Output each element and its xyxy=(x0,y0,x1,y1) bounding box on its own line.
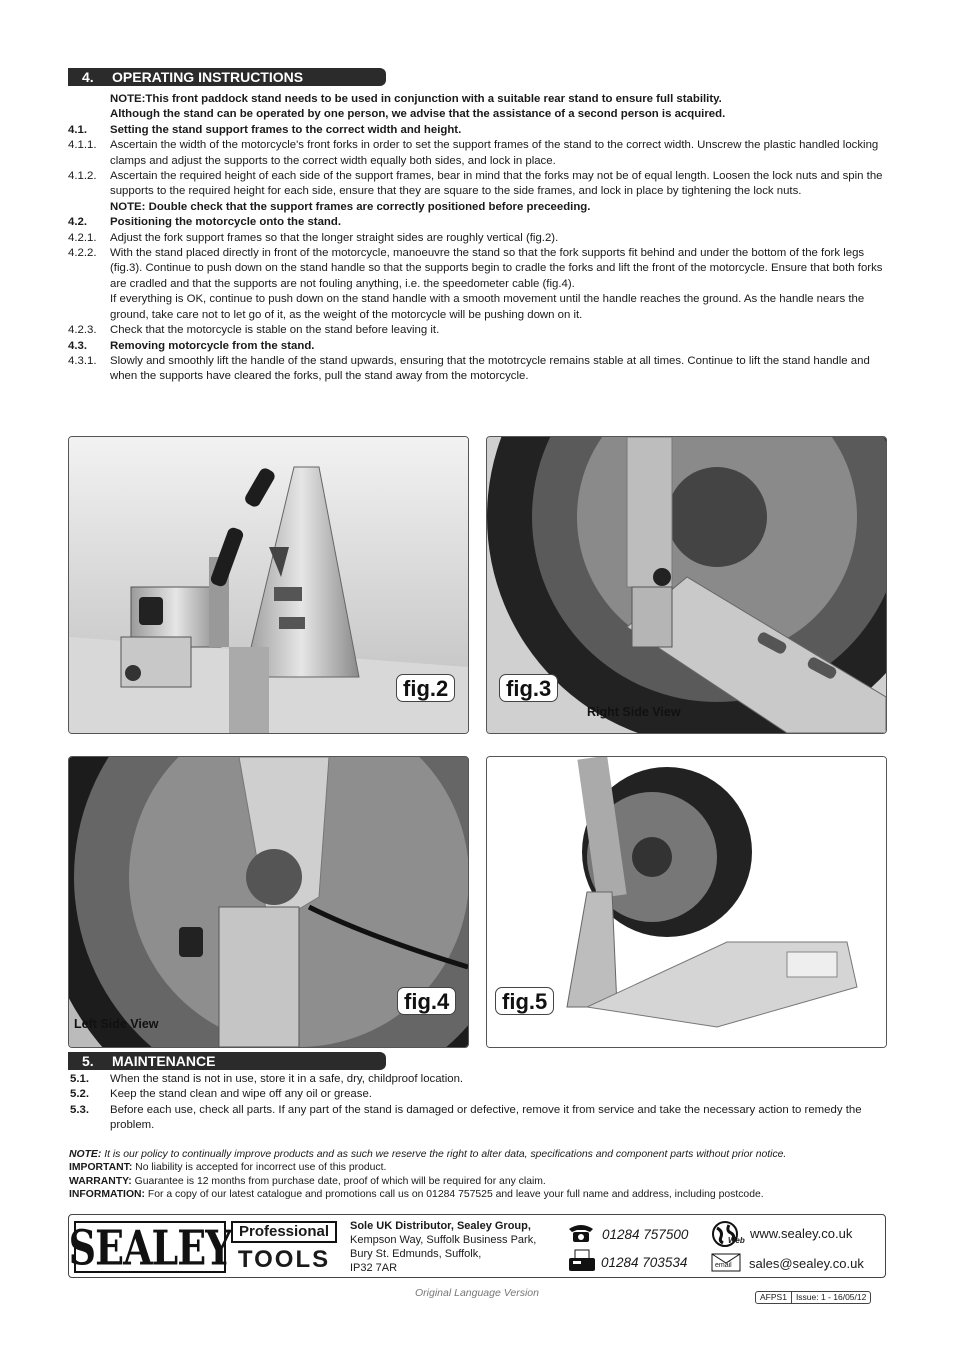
list-item xyxy=(68,169,888,200)
professional-logo xyxy=(231,1221,337,1243)
distributor-name: Sole UK Distributor, Sealey Group, xyxy=(350,1220,531,1232)
information-text: For a copy of our latest catalogue and promotions call us on 01284 757525 and leave your full name and address, including postcode. xyxy=(145,1189,764,1201)
issue-date: Issue: 1 - 16/05/12 xyxy=(791,1292,866,1303)
item-text: When the stand is not in use, store it in a safe, dry, childproof location. xyxy=(110,1073,464,1085)
figure-4 xyxy=(68,756,469,1048)
item-text: Setting the stand support frames to the correct width and height. xyxy=(110,123,462,136)
item-text: Before each use, check all parts. If any part of the stand is damaged or defective, remove it from service and take the necessary action to remedy the problem. xyxy=(110,1103,862,1132)
item-text: Adjust the fork support frames so that the longer straight sides are roughly vertical (fig.2). xyxy=(110,231,559,244)
item-number xyxy=(68,292,110,323)
list-item xyxy=(68,292,888,323)
distributor-address xyxy=(350,1219,536,1275)
fig-5-label: fig.5 xyxy=(495,987,554,1015)
telephone-icon xyxy=(566,1221,596,1243)
issue-badge xyxy=(755,1291,871,1304)
right-side-view-caption: Right Side View xyxy=(587,705,681,719)
note-label: NOTE: xyxy=(69,1149,102,1160)
instruction-list xyxy=(68,123,888,385)
item-number xyxy=(68,200,110,215)
fig-4-label: fig.4 xyxy=(397,987,456,1015)
item-text: Ascertain the width of the motorcycle's front forks in order to set the support frames of the stand to the correct width. Unscrew the plastic handled locking clamps and adjust the supports to the correct width equally both sides, and lock in place. xyxy=(110,139,879,167)
fax-number: 01284 703534 xyxy=(601,1255,688,1270)
warranty-text: Guarantee is 12 months from purchase date, proof of which will be required for any claim. xyxy=(131,1175,546,1187)
item-number: 4.1.2. xyxy=(68,170,97,183)
address-line-3: IP32 7AR xyxy=(350,1262,398,1274)
email-address[interactable]: sales@sealey.co.uk xyxy=(749,1256,864,1271)
item-number: 4.2. xyxy=(68,216,87,229)
item-text: NOTE: Double check that the support frames are correctly positioned before preceeding. xyxy=(110,200,591,213)
list-item xyxy=(70,1072,890,1087)
item-text: Ascertain the required height of each side of the support frames, bear in mind that the forks may not be of equal length. Loosen the lock nuts and spin the supports to the required height for each side, ensure that they are square to the side frames, and lock in place by tightening the lock nuts. xyxy=(110,170,883,198)
fig-2-label: fig.2 xyxy=(396,674,455,702)
item-number: 4.2.2. xyxy=(68,247,97,260)
stability-note: NOTE:This front paddock stand needs to be used in conjunction with a suitable rear stand to ensure full stability. xyxy=(110,93,722,105)
note-text: It is our policy to continually improve products and as such we reserve the right to alter data, specifications and component parts without prior notice. xyxy=(101,1149,787,1160)
list-item xyxy=(68,323,888,338)
logo-professional-text: Professional xyxy=(238,1223,330,1240)
item-text: Keep the stand clean and wipe off any oil or grease. xyxy=(110,1088,372,1101)
sealey-logo xyxy=(68,1218,232,1276)
item-text: Positioning the motorcycle onto the stand. xyxy=(110,216,341,229)
left-side-view-caption: Left Side View xyxy=(74,1017,159,1031)
list-item xyxy=(68,200,888,215)
original-language-note: Original Language Version xyxy=(415,1287,539,1299)
policy-notes xyxy=(69,1148,889,1202)
tools-logo xyxy=(231,1247,337,1273)
fig-3-label: fig.3 xyxy=(499,674,558,702)
list-item xyxy=(68,339,888,354)
assistance-note: Although the stand can be operated by one person, we advise that the assistance of a second person is acquired. xyxy=(110,108,726,121)
address-line-2: Bury St. Edmunds, Suffolk, xyxy=(350,1248,482,1260)
section-5-header xyxy=(68,1052,386,1070)
list-item xyxy=(68,231,888,246)
list-item xyxy=(70,1087,890,1102)
item-text: Slowly and smoothly lift the handle of the stand upwards, ensuring that the mototrcycle remains stable at all times. Continue to lift the stand handle and when the supports have cleared the forks, pull the stand away from the motorcycle. xyxy=(110,354,870,383)
important-label: IMPORTANT: xyxy=(69,1162,133,1174)
item-number: 4.3. xyxy=(68,339,87,352)
list-item xyxy=(68,354,888,385)
list-item xyxy=(68,138,888,169)
item-number: 4.3.1. xyxy=(68,354,97,367)
operating-instructions xyxy=(68,92,888,385)
section-4-header xyxy=(68,68,386,86)
website[interactable]: www.sealey.co.uk xyxy=(750,1226,853,1241)
logo-sealey-text: SEALEY xyxy=(68,1218,232,1276)
important-text: No liability is accepted for incorrect use of this product. xyxy=(132,1162,387,1174)
list-item xyxy=(70,1103,890,1134)
list-item xyxy=(68,246,888,292)
item-number: 5.3. xyxy=(70,1103,89,1116)
section-number: 5. xyxy=(82,1053,94,1069)
logo-tools-text: TOOLS xyxy=(237,1246,331,1273)
item-text: Removing motorcycle from the stand. xyxy=(110,339,315,352)
item-number: 4.1. xyxy=(68,123,87,136)
item-number: 5.2. xyxy=(70,1088,89,1101)
section-title: MAINTENANCE xyxy=(112,1053,216,1069)
item-number: 5.1. xyxy=(70,1073,89,1085)
fax-icon xyxy=(567,1249,597,1273)
item-number: 4.2.1. xyxy=(68,231,97,244)
email-icon-label: email xyxy=(715,1262,732,1269)
item-text: If everything is OK, continue to push down on the stand handle with a smooth movement until the handle reaches the ground. As the handle nears the ground, take care not to let go of it, as the weight of the motorcycle will be pushing down on it. xyxy=(110,293,865,321)
figure-2 xyxy=(68,436,469,734)
address-line-1: Kempson Way, Suffolk Business Park, xyxy=(350,1234,537,1246)
section-title: OPERATING INSTRUCTIONS xyxy=(112,69,304,85)
figure-3 xyxy=(486,436,887,734)
model-number: AFPS1 xyxy=(760,1292,787,1302)
phone-number: 01284 757500 xyxy=(602,1227,689,1242)
figure-5 xyxy=(486,756,887,1048)
web-icon-label: Web xyxy=(728,1236,745,1245)
item-number: 4.1.1. xyxy=(68,139,97,152)
list-item xyxy=(68,215,888,230)
information-label: INFORMATION: xyxy=(69,1189,145,1201)
item-text: With the stand placed directly in front of the motorcycle, manoeuvre the stand so that the fork supports fit behind and under the bottom of the fork legs (fig.3). Continue to push down on the stand handle so that the supports begin to cradle the forks and lift the front of the motorcycle. Ensure that both forks are cradled and that the supports are not fouling anything, i.e. the speedometer cable (fig.4). xyxy=(110,247,883,290)
maintenance-list xyxy=(70,1072,890,1134)
section-number: 4. xyxy=(82,69,94,85)
item-number: 4.2.3. xyxy=(68,324,97,337)
warranty-label: WARRANTY: xyxy=(69,1175,132,1187)
item-text: Check that the motorcycle is stable on the stand before leaving it. xyxy=(110,324,440,337)
list-item xyxy=(68,123,888,138)
